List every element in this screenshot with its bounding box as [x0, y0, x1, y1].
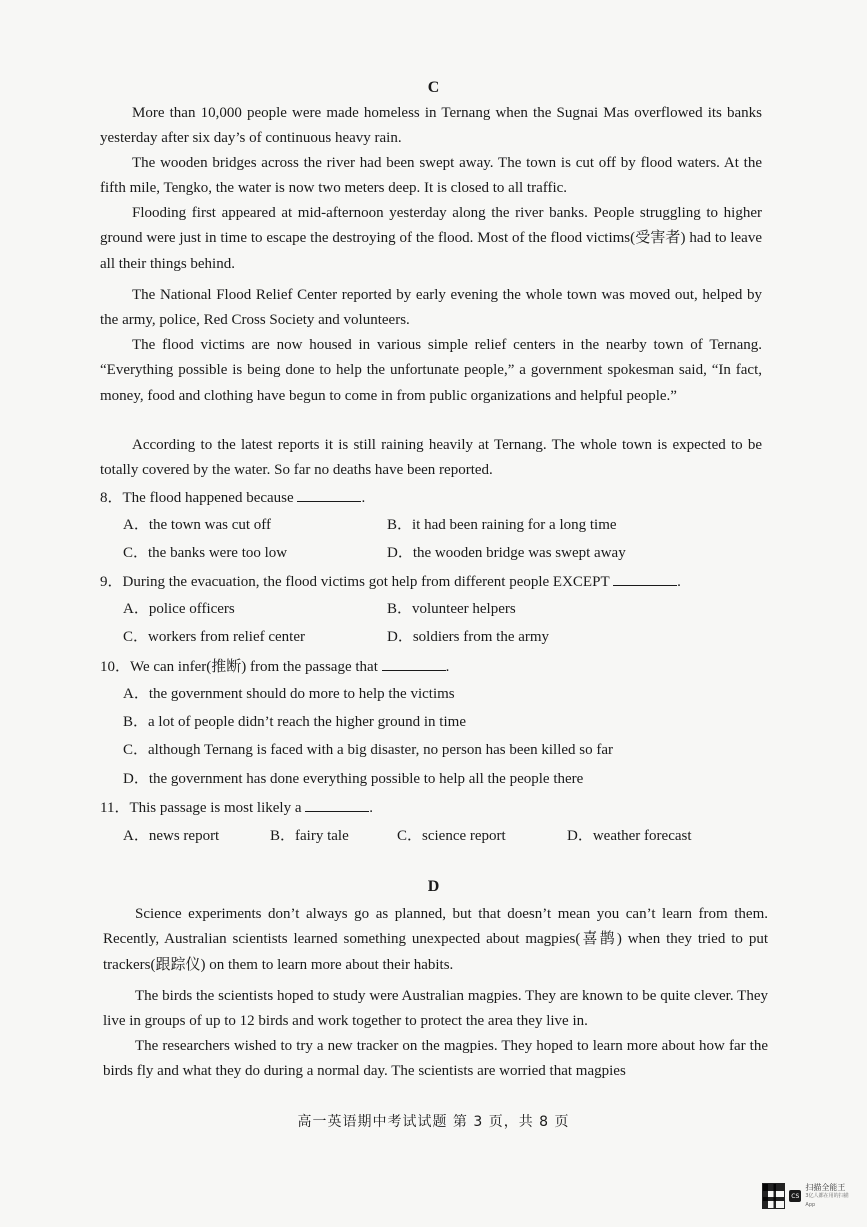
paragraph-c6: According to the latest reports it is still raining heavily at Ternang. The whole town is expected to be totally covered by the water. So far no deaths have been reported. [100, 437, 762, 479]
question-8 [100, 487, 780, 508]
question-11 [100, 797, 780, 818]
q11-option-d: D．weather forecast [567, 828, 692, 844]
qr-code-icon [762, 1183, 785, 1209]
paragraph-d2: The birds the scientists hoped to study were Australian magpies. They are known to be quite clever. They live in groups of up to 12 birds and work together to protect the area they live in. [103, 988, 768, 1030]
answer-blank [297, 487, 361, 502]
page-footer: 高一英语期中考试试题 第 3 页，共 8 页 [297, 1114, 570, 1130]
question-9-stem: 9．During the evacuation, the flood victims got help from different people EXCEPT [100, 574, 610, 590]
question-10-stem: 10．We can infer(推断) from the passage that [100, 659, 378, 675]
answer-blank [613, 571, 677, 586]
q10-option-b: B．a lot of people didn’t reach the higher ground in time [123, 714, 466, 730]
q8-option-c: C．the banks were too low [123, 545, 288, 561]
q10-option-c: C．although Ternang is faced with a big disaster, no person has been killed so far [123, 742, 614, 758]
section-d-heading: D [427, 878, 440, 895]
q11-option-c: C．science report [397, 828, 506, 844]
question-8-stem: 8．The flood happened because [100, 490, 294, 506]
scanner-badge-text [805, 1183, 852, 1210]
question-9-end: . [677, 574, 681, 590]
q9-option-d: D．soldiers from the army [387, 629, 550, 645]
q11-option-a: A．news report [123, 828, 220, 844]
paragraph-c2: The wooden bridges across the river had been swept away. The town is cut off by flood waters. At the fifth mile, Tengko, the water is now two meters deep. It is closed to all traffic. [100, 155, 762, 197]
question-10 [100, 656, 780, 677]
question-11-stem: 11．This passage is most likely a [100, 800, 302, 816]
question-8-end: . [361, 490, 366, 506]
question-9 [100, 571, 820, 592]
q8-option-b: B．it had been raining for a long time [387, 517, 617, 533]
q9-option-a: A．police officers [123, 601, 235, 617]
paragraph-d3: The researchers wished to try a new tracker on the magpies. They hoped to learn more about how far the birds fly and what they do during a normal day. The scientists are worried that magpies [103, 1038, 768, 1080]
paragraph-c3: Flooding first appeared at mid-afternoon yesterday along the river banks. People struggling to higher ground were just in time to escape the destroying of the flood. Most of the flood victims(受害者) had to leave all their things behind. [100, 205, 762, 272]
q9-option-b: B．volunteer helpers [387, 601, 516, 617]
scanner-watermark [762, 1183, 852, 1209]
paragraph-c1: More than 10,000 people were made homeless in Ternang when the Sugnai Mas overflowed its banks yesterday after six day’s of continuous heavy rain. [100, 105, 762, 147]
q11-option-b: B．fairy tale [270, 828, 349, 844]
paragraph-c5: The flood victims are now housed in various simple relief centers in the nearby town of Ternang. “Everything possible is being done to help the unfortunate people,” a government spokesman said, “In fact, money, food and clothing have begun to come in from public organizations and helpful people.” [100, 337, 762, 404]
question-11-end: . [369, 800, 374, 816]
section-c-heading: C [427, 79, 440, 96]
paragraph-c4: The National Flood Relief Center reported by early evening the whole town was moved out, helped by the army, police, Red Cross Society and volunteers. [100, 287, 762, 329]
paragraph-d1: Science experiments don’t always go as planned, but that doesn’t mean you can’t learn from them. Recently, Australian scientists learned something unexpected about magpies(喜鹊) when they tried to put trackers(跟踪仪) on them to learn more about their habits. [103, 906, 768, 973]
q10-option-d: D．the government has done everything possible to help all the people there [123, 771, 584, 787]
q8-option-a: A．the town was cut off [123, 517, 272, 533]
scanner-tagline: 3亿人都在用的扫描App [805, 1192, 849, 1208]
q10-option-a: A．the government should do more to help the victims [123, 686, 455, 702]
answer-blank [382, 656, 446, 671]
question-10-end: . [445, 659, 450, 675]
scanner-logo-icon: CS [789, 1190, 801, 1202]
q8-option-d: D．the wooden bridge was swept away [387, 545, 626, 561]
scanner-name: 扫描全能王 [805, 1182, 846, 1192]
q9-option-c: C．workers from relief center [123, 629, 306, 645]
answer-blank [305, 797, 369, 812]
